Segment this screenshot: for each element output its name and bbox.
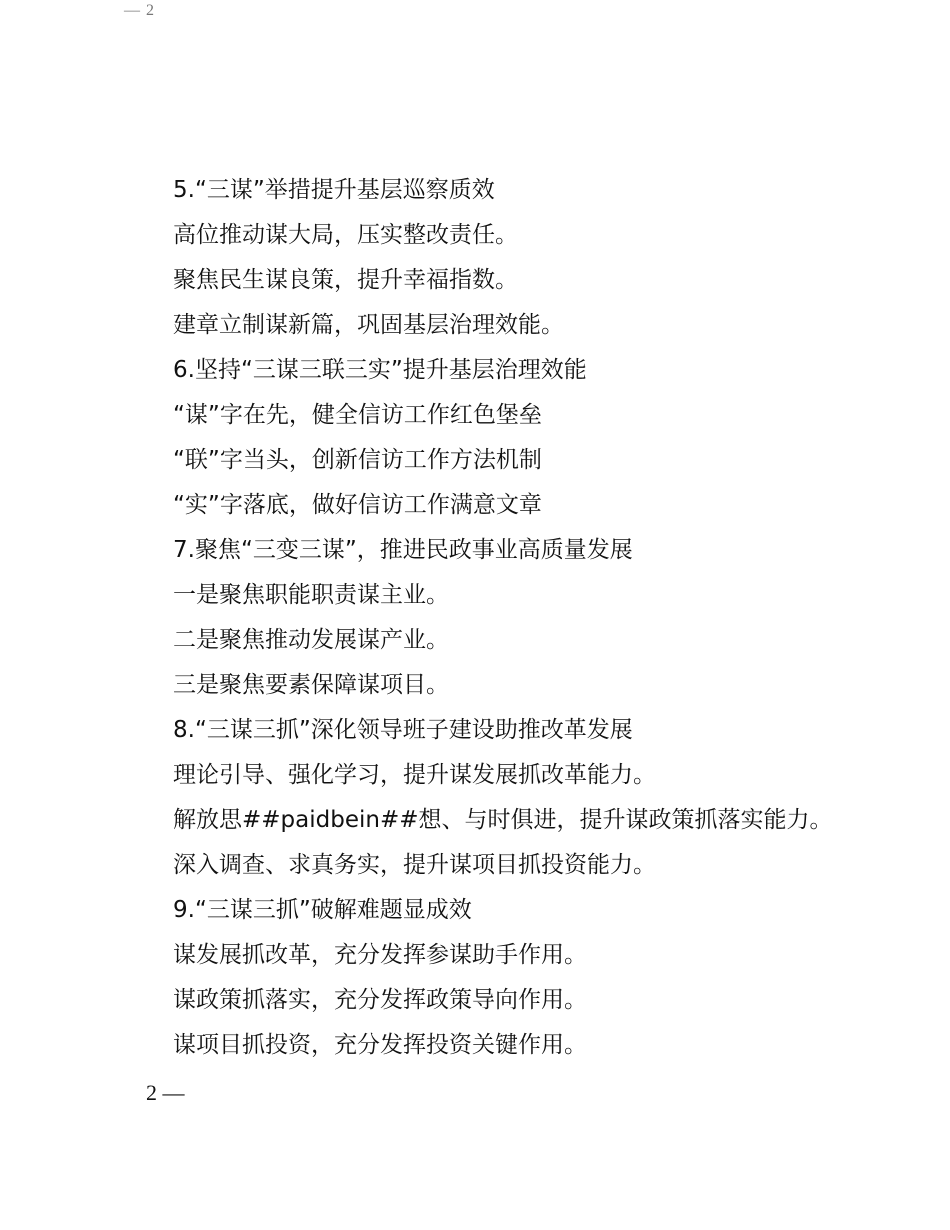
text-line: 理论引导、强化学习，提升谋发展抓改革能力。 xyxy=(173,762,656,788)
heading-item-6: 6.坚持“三谋三联三实”提升基层治理效能 xyxy=(173,357,587,383)
heading-item-8: 8.“三谋三抓”深化领导班子建设助推改革发展 xyxy=(173,717,633,743)
text-line: 二是聚焦推动发展谋产业。 xyxy=(173,627,449,653)
text-line: 聚焦民生谋良策，提升幸福指数。 xyxy=(173,267,518,293)
text-line: “谋”字在先，健全信访工作红色堡垒 xyxy=(173,402,542,428)
document-body xyxy=(173,172,873,1072)
text-line: 谋发展抓改革，充分发挥参谋助手作用。 xyxy=(173,942,587,968)
heading-item-9: 9.“三谋三抓”破解难题显成效 xyxy=(173,897,472,923)
footer-page-number: 2 — xyxy=(146,1080,185,1105)
text-line: 高位推动谋大局，压实整改责任。 xyxy=(173,222,518,248)
text-line: 解放思##paidbein##想、与时俱进，提升谋政策抓落实能力。 xyxy=(173,807,833,833)
text-line: 建章立制谋新篇，巩固基层治理效能。 xyxy=(173,312,564,338)
text-line: 深入调查、求真务实，提升谋项目抓投资能力。 xyxy=(173,852,656,878)
text-line: 谋项目抓投资，充分发挥投资关键作用。 xyxy=(173,1032,587,1058)
heading-item-7: 7.聚焦“三变三谋”，推进民政事业高质量发展 xyxy=(173,537,633,563)
text-line: 一是聚焦职能职责谋主业。 xyxy=(173,582,449,608)
heading-item-5: 5.“三谋”举措提升基层巡察质效 xyxy=(173,177,495,203)
text-line: “联”字当头，创新信访工作方法机制 xyxy=(173,447,542,473)
text-line: 三是聚焦要素保障谋项目。 xyxy=(173,672,449,698)
text-line: 谋政策抓落实，充分发挥政策导向作用。 xyxy=(173,987,587,1013)
text-line: “实”字落底，做好信访工作满意文章 xyxy=(173,492,542,518)
header-page-number: — 2 xyxy=(124,2,155,19)
